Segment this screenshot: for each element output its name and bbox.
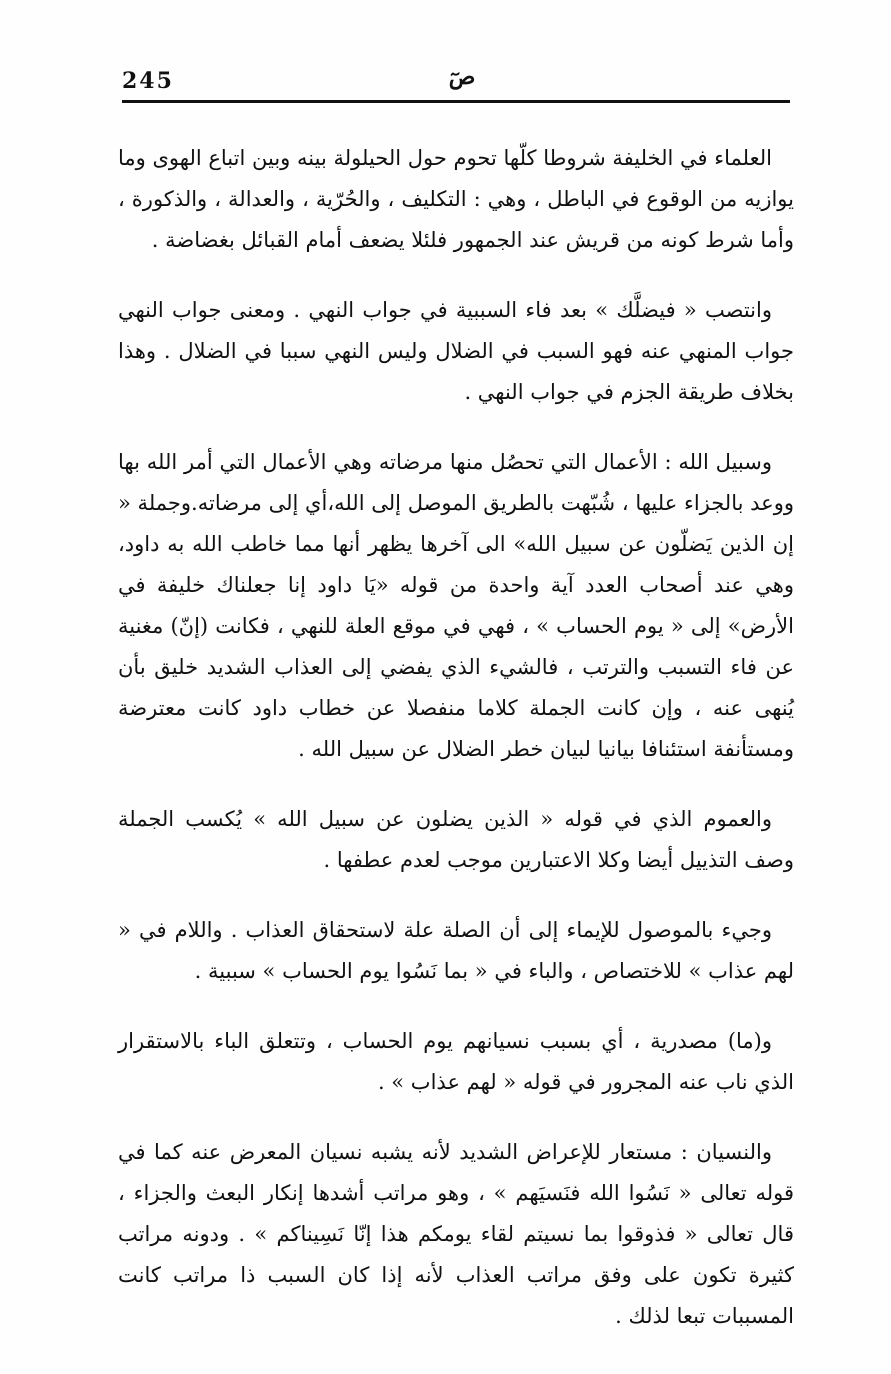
header-rule [122, 100, 790, 103]
body-text [118, 138, 794, 1366]
paragraph-mawsul: وجيء بالموصول للإيماء إلى أن الصلة علة لاستحقاق العذاب . واللام في « لهم عذاب » للاختصاص ، والباء في « بما نَسُوا يوم الحساب » سببية . [118, 918, 794, 983]
paragraph-ma-masdariyya: و(ما) مصدرية ، أي بسبب نسيانهم يوم الحساب ، وتتعلق الباء بالاستقرار الذي ناب عنه المجرور في قوله « لهم عذاب » . [118, 1029, 794, 1094]
paragraph-umum: والعموم الذي في قوله « الذين يضلون عن سبيل الله » يُكسب الجملة وصف التذييل أيضا وكلا الاعتبارين موجب لعدم عطفها . [118, 807, 794, 872]
paragraph-caliph-conditions: العلماء في الخليفة شروطا كلّها تحوم حول الحيلولة بينه وبين اتباع الهوى وما يوازيه من الوقوع في الباطل ، وهي : التكليف ، والحُرّية ، والعدالة ، والذكورة ، وأما شرط كونه من قريش عند الجمهور فلئلا يضعف أمام القبائل بغضاضة . [118, 146, 794, 252]
surah-mark: صٓ [448, 64, 476, 90]
page-header [122, 62, 790, 106]
paragraph-nisyan: والنسيان : مستعار للإعراض الشديد لأنه يشبه نسيان المعرض عنه كما في قوله تعالى « نَسُوا الله فنَسيَهم » ، وهو مراتب أشدها إنكار البعث والجزاء ، قال تعالى « فذوقوا بما نسيتم لقاء يومكم هذا إنّا نَسِيناكم » . ودونه مراتب كثيرة تكون على وفق مراتب العذاب لأنه إذا كان السبب ذا مراتب كانت المسببات تبعا لذلك . [118, 1140, 794, 1328]
page-number: 245 [122, 68, 174, 94]
paragraph-fa-sababiyya: وانتصب « فيضلَّك » بعد فاء السببية في جواب النهي . ومعنى جواب النهي جواب المنهي عنه فهو السبب في الضلال وليس النهي سببا في الضلال . وهذا بخلاف طريقة الجزم في جواب النهي . [118, 298, 794, 404]
paragraph-sabil-allah: وسبيل الله : الأعمال التي تحصُل منها مرضاته وهي الأعمال التي أمر الله بها ووعد بالجزاء عليها ، شُبّهت بالطريق الموصل إلى الله،أي إلى مرضاته.وجملة « إن الذين يَضلّون عن سبيل الله» الى آخرها يظهر أنها مما خاطب الله به داود، وهي عند أصحاب العدد آية واحدة من قوله «يَا داود إنا جعلناك خليفة في الأرض» إلى « يوم الحساب » ، فهي في موقع العلة للنهي ، فكانت (إنّ) مغنية عن فاء التسبب والترتب ، فالشيء الذي يفضي إلى العذاب الشديد خليق بأن يُنهى عنه ، وإن كانت الجملة كلاما منفصلا عن خطاب داود كانت معترضة ومستأنفة استئنافا بيانيا لبيان خطر الضلال عن سبيل الله . [118, 450, 794, 761]
